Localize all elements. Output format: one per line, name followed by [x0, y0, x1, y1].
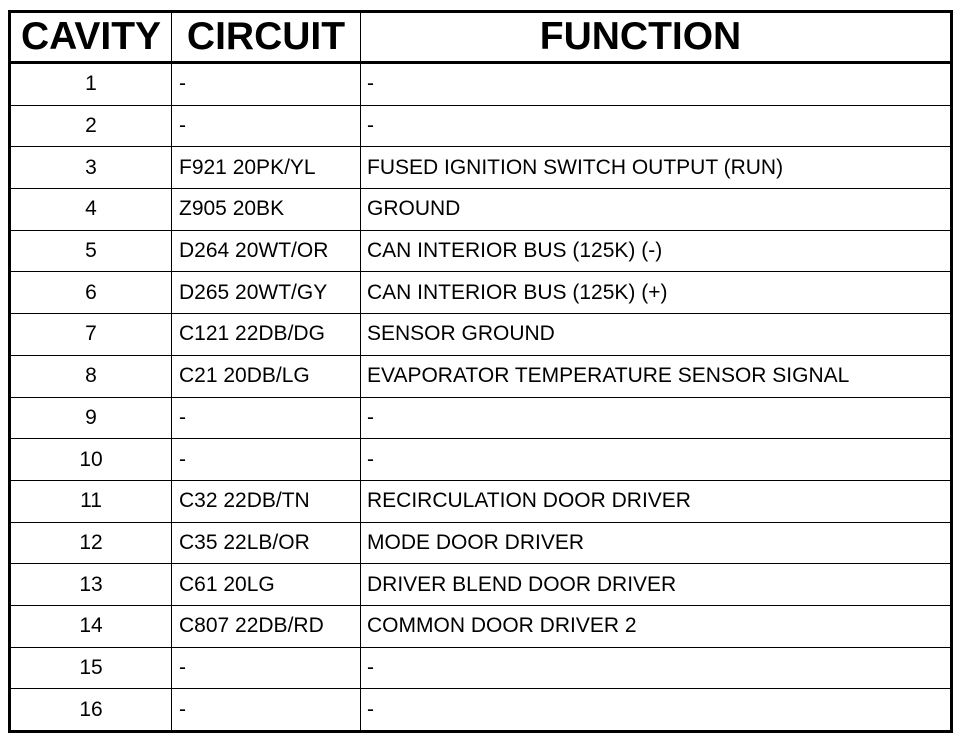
table-header — [10, 12, 952, 63]
cavity-cell: 4 — [10, 189, 172, 231]
cavity-cell: 2 — [10, 105, 172, 147]
cavity-cell: 3 — [10, 147, 172, 189]
connector-pinout-table — [8, 10, 953, 733]
cavity-cell: 8 — [10, 355, 172, 397]
table-row — [10, 564, 952, 606]
table-row — [10, 397, 952, 439]
cavity-cell: 15 — [10, 647, 172, 689]
circuit-cell: - — [172, 439, 361, 481]
function-cell: EVAPORATOR TEMPERATURE SENSOR SIGNAL — [361, 355, 952, 397]
circuit-cell: D265 20WT/GY — [172, 272, 361, 314]
table-row — [10, 355, 952, 397]
circuit-cell: D264 20WT/OR — [172, 230, 361, 272]
function-cell: CAN INTERIOR BUS (125K) (-) — [361, 230, 952, 272]
function-column-header: FUNCTION — [361, 12, 952, 63]
table-row — [10, 63, 952, 106]
cavity-cell: 12 — [10, 522, 172, 564]
table-row — [10, 480, 952, 522]
circuit-cell: C807 22DB/RD — [172, 605, 361, 647]
function-cell: - — [361, 647, 952, 689]
table-row — [10, 522, 952, 564]
table-row — [10, 272, 952, 314]
function-cell: - — [361, 689, 952, 732]
function-cell: SENSOR GROUND — [361, 314, 952, 356]
cavity-cell: 13 — [10, 564, 172, 606]
cavity-cell: 1 — [10, 63, 172, 106]
circuit-cell: C35 22LB/OR — [172, 522, 361, 564]
table-row — [10, 189, 952, 231]
function-cell: FUSED IGNITION SWITCH OUTPUT (RUN) — [361, 147, 952, 189]
cavity-cell: 14 — [10, 605, 172, 647]
circuit-cell: C61 20LG — [172, 564, 361, 606]
cavity-column-header: CAVITY — [10, 12, 172, 63]
function-cell: MODE DOOR DRIVER — [361, 522, 952, 564]
circuit-cell: - — [172, 647, 361, 689]
cavity-cell: 16 — [10, 689, 172, 732]
cavity-cell: 7 — [10, 314, 172, 356]
circuit-cell: - — [172, 689, 361, 732]
cavity-cell: 10 — [10, 439, 172, 481]
function-cell: COMMON DOOR DRIVER 2 — [361, 605, 952, 647]
table-row — [10, 439, 952, 481]
circuit-cell: C121 22DB/DG — [172, 314, 361, 356]
function-cell: RECIRCULATION DOOR DRIVER — [361, 480, 952, 522]
table-row — [10, 605, 952, 647]
function-cell: GROUND — [361, 189, 952, 231]
circuit-cell: C21 20DB/LG — [172, 355, 361, 397]
table-row — [10, 105, 952, 147]
table-row — [10, 314, 952, 356]
circuit-column-header: CIRCUIT — [172, 12, 361, 63]
function-cell: - — [361, 105, 952, 147]
circuit-cell: C32 22DB/TN — [172, 480, 361, 522]
circuit-cell: - — [172, 397, 361, 439]
function-cell: DRIVER BLEND DOOR DRIVER — [361, 564, 952, 606]
circuit-cell: Z905 20BK — [172, 189, 361, 231]
table-row — [10, 230, 952, 272]
function-cell: CAN INTERIOR BUS (125K) (+) — [361, 272, 952, 314]
function-cell: - — [361, 397, 952, 439]
table-row — [10, 647, 952, 689]
cavity-cell: 5 — [10, 230, 172, 272]
circuit-cell: - — [172, 63, 361, 106]
table-row — [10, 147, 952, 189]
header-row — [10, 12, 952, 63]
function-cell: - — [361, 63, 952, 106]
table-body — [10, 63, 952, 732]
circuit-cell: - — [172, 105, 361, 147]
function-cell: - — [361, 439, 952, 481]
cavity-cell: 11 — [10, 480, 172, 522]
cavity-cell: 6 — [10, 272, 172, 314]
table-row — [10, 689, 952, 732]
cavity-cell: 9 — [10, 397, 172, 439]
circuit-cell: F921 20PK/YL — [172, 147, 361, 189]
